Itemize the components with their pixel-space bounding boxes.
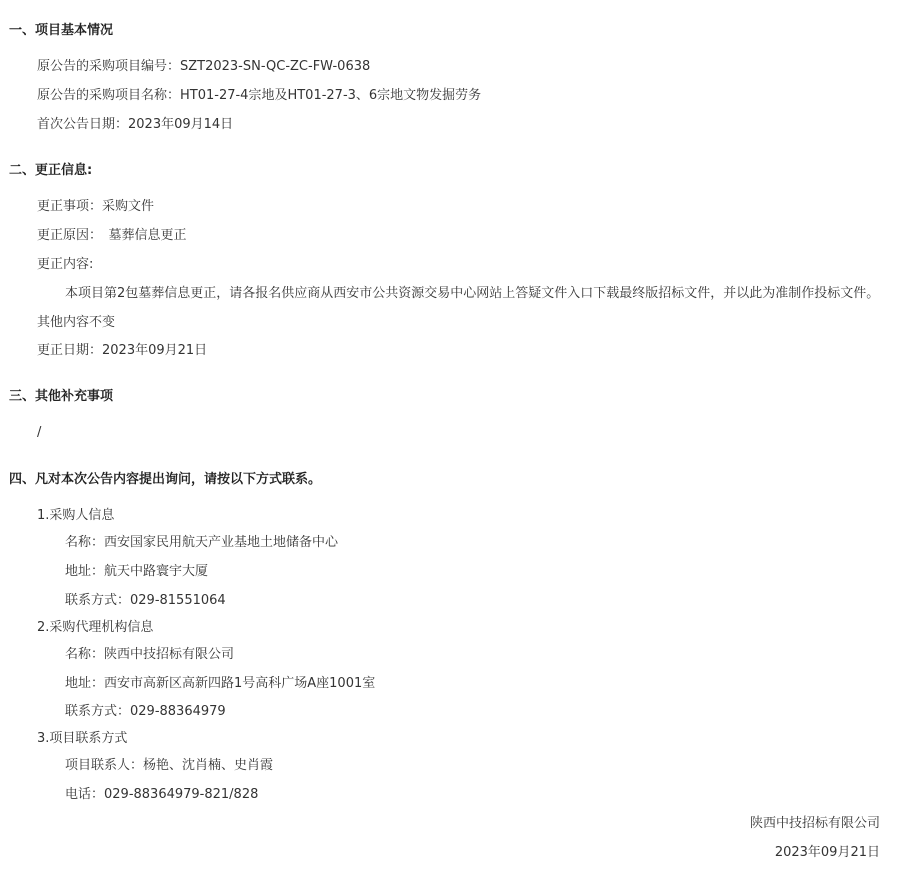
section2-heading: 二、更正信息:	[9, 163, 93, 178]
correction-reason: 更正原因： 墓葬信息更正	[37, 228, 187, 243]
supplementary-text: /	[37, 425, 42, 440]
correction-date: 更正日期：2023年09月21日	[37, 343, 208, 358]
other-content-unchanged: 其他内容不变	[37, 315, 116, 330]
section4-heading: 四、凡对本次公告内容提出询问，请按以下方式联系。	[9, 472, 322, 487]
correction-content-text: 本项目第2包墓葬信息更正，请各报名供应商从西安市公共资源交易中心网站上答疑文件入口下载最终版招标文件，并以此为准制作投标文件。	[65, 286, 880, 301]
agency-address: 地址：西安市高新区高新四路1号高科广场A座1001室	[65, 676, 376, 691]
purchaser-contact: 联系方式：029-81551064	[65, 593, 226, 608]
footer-company: 陕西中技招标有限公司	[749, 816, 880, 831]
project-contact-persons: 项目联系人：杨艳、沈肖楠、史肖霞	[65, 758, 274, 773]
purchaser-name: 名称：西安国家民用航天产业基地土地储备中心	[65, 535, 339, 550]
correction-content-label: 更正内容:	[37, 257, 94, 272]
agency-name: 名称：陕西中技招标有限公司	[65, 647, 235, 662]
original-project-number: 原公告的采购项目编号：SZT2023-SN-QC-ZC-FW-0638	[37, 59, 371, 74]
footer-date: 2023年09月21日	[774, 845, 880, 860]
original-project-name: 原公告的采购项目名称：HT01-27-4宗地及HT01-27-3、6宗地文物发掘劳务	[37, 88, 482, 103]
purchaser-address: 地址：航天中路寰宇大厦	[65, 564, 209, 579]
purchaser-info-heading: 1.采购人信息	[37, 508, 115, 523]
project-contact-heading: 3.项目联系方式	[37, 731, 128, 746]
agency-contact: 联系方式：029-88364979	[65, 704, 226, 719]
project-contact-phone: 电话：029-88364979-821/828	[65, 787, 259, 802]
agency-info-heading: 2.采购代理机构信息	[37, 620, 154, 635]
first-announcement-date: 首次公告日期：2023年09月14日	[37, 117, 234, 132]
section3-heading: 三、其他补充事项	[9, 389, 114, 404]
section1-heading: 一、项目基本情况	[9, 23, 114, 38]
correction-item: 更正事项：采购文件	[37, 199, 155, 214]
